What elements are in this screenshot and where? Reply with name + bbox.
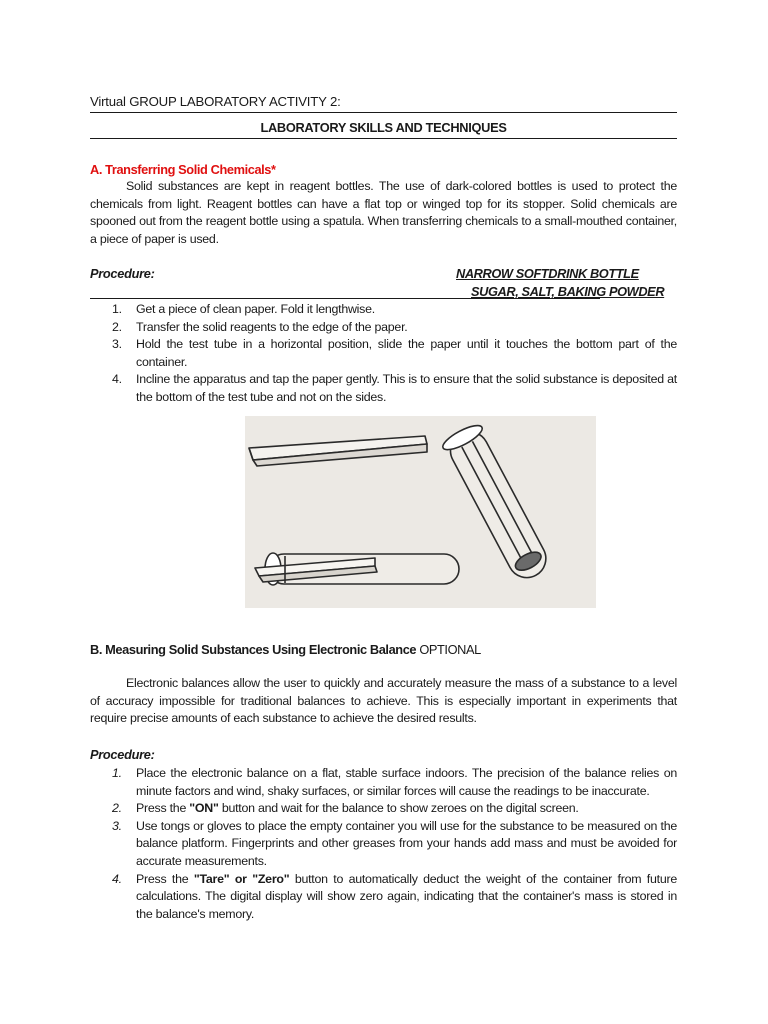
- list-item: 4. Press the "Tare" or "Zero" button to automatically deduct the weight of the container from future calculations. The digital display will show zero again, indicating that the container's mass is stored in the balance's memory.: [112, 871, 677, 921]
- section-b-procedure-label: Procedure:: [90, 747, 155, 762]
- list-item: 4. Incline the apparatus and tap the paper gently. This is to ensure that the solid substance is deposited at the bottom of the test tube and not on the sides.: [112, 372, 677, 404]
- section-a-intro: [90, 178, 677, 248]
- optional-tag: OPTIONAL: [419, 642, 481, 657]
- sample-line-2: SUGAR, SALT, BAKING POWDER: [471, 284, 665, 299]
- list-item: 1. Get a piece of clean paper. Fold it lengthwise.: [112, 302, 375, 316]
- list-item: 3. Hold the test tube in a horizontal position, slide the paper until it touches the bottom part of the container.: [112, 337, 677, 369]
- section-a-procedure-label: Procedure:: [90, 266, 155, 281]
- sample-line-1: NARROW SOFTDRINK BOTTLE: [456, 266, 639, 281]
- section-b-steps: [90, 765, 677, 923]
- section-b-intro-text: Electronic balances allow the user to quickly and accurately measure the mass of a substance to a level of accuracy impossible for traditional balances to achieve. This is especially important in experiments that require precise amounts of each substance to achieve the desired results.: [90, 676, 677, 726]
- activity-title: Virtual GROUP LABORATORY ACTIVITY 2:: [90, 94, 341, 109]
- list-item: 1. Place the electronic balance on a flat, stable surface indoors. The precision of the balance relies on minute factors and wind, shaky surfaces, or similar forces will cause the readings to be inaccurate.: [112, 766, 677, 798]
- on-button-keyword: "ON": [189, 801, 219, 816]
- test-tube-drawing: [245, 416, 596, 608]
- section-a-heading: A. Transferring Solid Chemicals*: [90, 162, 276, 177]
- section-a-steps: [90, 301, 677, 407]
- list-item: 3. Use tongs or gloves to place the empty container you will use for the substance to be measured on the balance platform. Fingerprints and other greases from your hands add mass and must be avoided for accurate measurements.: [112, 818, 677, 868]
- title-divider-bottom: [90, 138, 677, 139]
- procedure-divider: [90, 298, 600, 299]
- section-a-intro-text: Solid substances are kept in reagent bottles. The use of dark-colored bottles is used to protect the chemicals from light. Reagent bottles can have a flat top or winged top for its stopper. Solid chemicals are spooned out from the reagent bottle using a spatula. When transferring chemicals to a small-mouthed container, a piece of paper is used.: [90, 179, 677, 246]
- document-subtitle: LABORATORY SKILLS AND TECHNIQUES: [260, 120, 507, 135]
- section-b-intro: [90, 675, 677, 728]
- list-item: 2. Press the "ON" button and wait for the balance to show zeroes on the digital screen.: [112, 801, 579, 816]
- list-item: 2. Transfer the solid reagents to the edge of the paper.: [112, 319, 408, 334]
- tare-zero-keyword: "Tare" or "Zero": [193, 871, 290, 886]
- section-b-heading-text: B. Measuring Solid Substances Using Electronic Balance: [90, 642, 417, 657]
- title-divider-top: [90, 112, 677, 113]
- test-tube-illustration: [245, 416, 596, 608]
- section-b-heading: [90, 642, 481, 657]
